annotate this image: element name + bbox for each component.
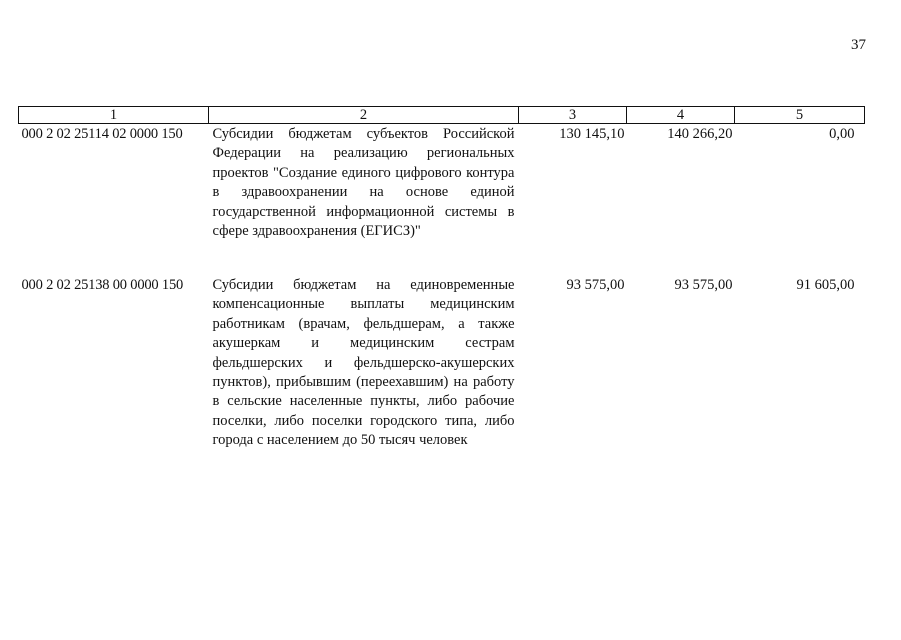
table-row xyxy=(19,275,865,451)
amount-col3-cell: 130 145,10 xyxy=(559,126,625,142)
amount-col4-cell: 93 575,00 xyxy=(674,277,733,293)
column-header-3: 3 xyxy=(519,107,627,124)
budget-table xyxy=(18,106,865,451)
column-header-2: 2 xyxy=(209,107,519,124)
table-header-row xyxy=(19,107,865,124)
amount-col3-cell: 93 575,00 xyxy=(566,277,625,293)
column-header-4: 4 xyxy=(627,107,735,124)
amount-col4-cell: 140 266,20 xyxy=(667,126,733,142)
page-number: 37 xyxy=(851,37,866,53)
budget-code-cell: 000 2 02 25114 02 0000 150 xyxy=(21,126,183,142)
column-header-5: 5 xyxy=(735,107,865,124)
description-cell: Субсидии бюджетам на единовременные компенсационные выплаты медицинским работникам (врачам, фельдшерам, а также акушеркам и медицинским сестрам фельдшерских и фельдшерско-акушерских пунктов), прибывшим (переехавшим) на работу в сельские населенные пункты, либо рабочие поселки, либо поселки городского типа, либо города с населением до 50 тысяч человек xyxy=(212,277,515,449)
amount-col5-cell: 0,00 xyxy=(829,126,855,142)
budget-code-cell: 000 2 02 25138 00 0000 150 xyxy=(21,277,184,293)
description-cell: Субсидии бюджетам субъектов Российской Федерации на реализацию региональных проектов "Создание единого цифрового контура в здравоохранении на основе единой государственной информационной системы в сфере здравоохранения (ЕГИСЗ)" xyxy=(212,126,515,240)
column-header-1: 1 xyxy=(19,107,209,124)
amount-col5-cell: 91 605,00 xyxy=(796,277,855,293)
table-row xyxy=(19,124,865,276)
